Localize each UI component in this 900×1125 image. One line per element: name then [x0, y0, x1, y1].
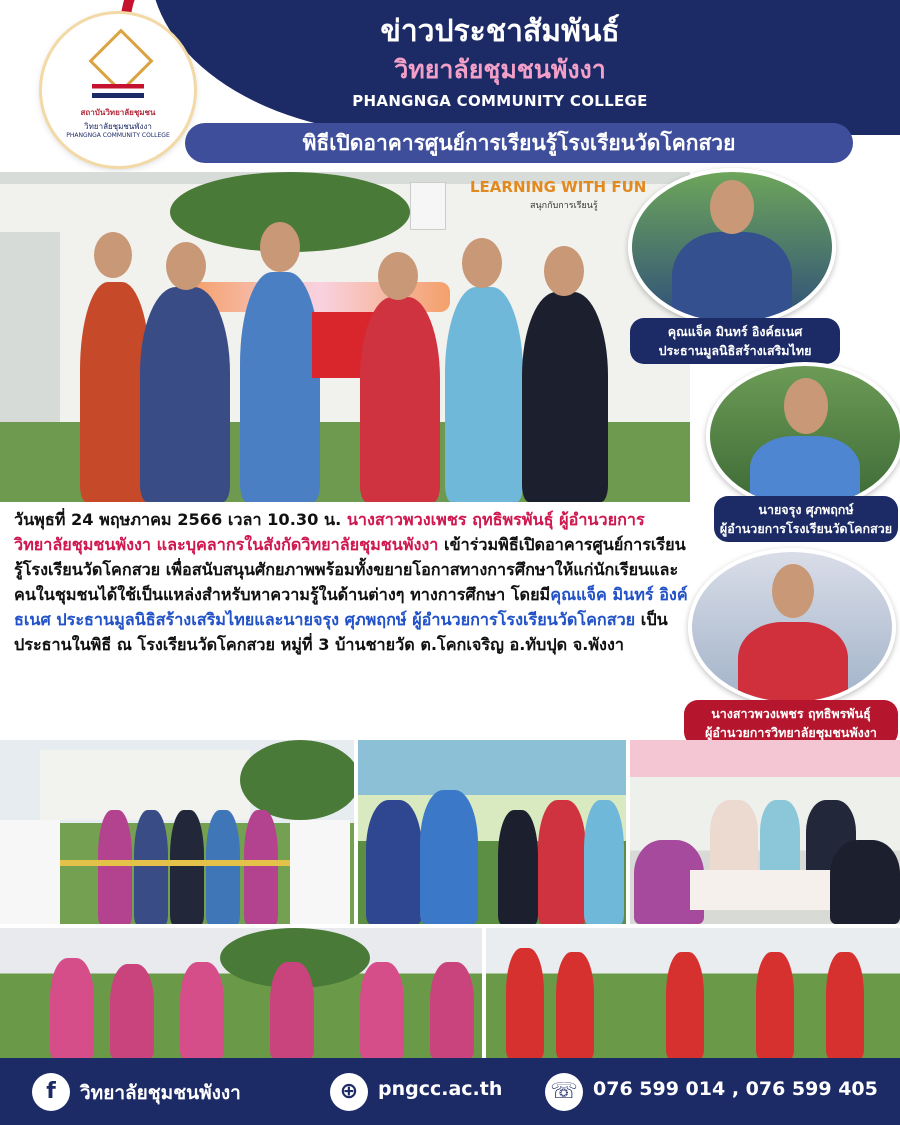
logo-line3: PHANGNGA COMMUNITY COLLEGE [66, 132, 170, 139]
person [445, 287, 523, 502]
dancer [826, 952, 864, 1058]
person-head [378, 252, 418, 300]
person [584, 800, 624, 924]
dancer [360, 962, 404, 1058]
caption-title: ผู้อำนวยการโรงเรียนวัดโคกสวย [719, 521, 893, 536]
person [140, 287, 230, 502]
dancer [110, 964, 154, 1058]
college-name-english: PHANGNGA COMMUNITY COLLEGE [352, 92, 648, 110]
person [522, 292, 608, 502]
person [672, 232, 792, 326]
dancer [430, 962, 474, 1058]
person [360, 297, 440, 502]
table [690, 870, 840, 910]
article-date: วันพุธที่ 24 พฤษภาคม 2566 เวลา 10.30 น. [14, 510, 347, 529]
facebook-page-link[interactable]: วิทยาลัยชุมชนพังงา [80, 1082, 241, 1104]
person-head [94, 232, 132, 278]
person-head [166, 242, 206, 290]
dancer [270, 962, 314, 1058]
article-highlight-director: นางสาวพวงเพชร ฤทธิพรพันธุ์ ผู้อำนวยการวิทยาลัยชุมชนพังงา และบุคลากรในสังกัดวิทยาลัยชุมชนพังงา [14, 510, 645, 554]
globe-icon[interactable]: ⊕ [330, 1073, 368, 1111]
portrait-caption-2 [714, 496, 898, 542]
article-location: เป็นประธานในพิธี ณ โรงเรียนวัดโคกสวย หมู่ที่ 3 บ้านชายวัด ต.โคกเจริญ อ.ทับปุด จ.พังงา [14, 610, 668, 654]
person [760, 800, 800, 880]
building-pillar [0, 232, 60, 422]
portrait-caption-1 [630, 318, 840, 364]
person [538, 800, 586, 924]
person-head [462, 238, 502, 288]
college-name: วิทยาลัยชุมชนพังงา [394, 55, 606, 84]
person-head [544, 246, 584, 296]
flower-stand [0, 820, 60, 924]
dancer [666, 952, 704, 1058]
sign-title: LEARNING WITH FUN [470, 178, 647, 196]
greeting-photo [358, 740, 626, 924]
person-head [784, 378, 828, 434]
phone-icon[interactable]: ☏ [545, 1073, 583, 1111]
dancer [180, 962, 224, 1058]
sign-subtitle: สนุกกับการเรียนรู้ [530, 201, 598, 211]
ribbon [60, 860, 290, 866]
tree [240, 740, 354, 820]
person [830, 840, 900, 924]
article-highlight-chairs: คุณแจ็ค มินทร์ อิงค์ธเนศ ประธานมูลนิธิสร้างเสริมไทยและนายจรุง ศุภพฤกษ์ ผู้อำนวยการโรงเรียนวัดโคกสวย [14, 585, 688, 629]
logo-emblem [58, 28, 178, 152]
dance-photo-1 [0, 928, 482, 1058]
page-title: ข่าวประชาสัมพันธ์ [380, 14, 620, 49]
person [420, 790, 478, 924]
ribbon-cutting-photo [0, 740, 354, 924]
caption-title: ประธานมูลนิธิสร้างเสริมไทย [658, 343, 812, 358]
phone-numbers[interactable]: 076 599 014 , 076 599 405 [593, 1078, 878, 1100]
caption-name: นางสาวพวงเพชร ฤทธิพรพันธุ์ [711, 706, 871, 721]
dancer [50, 958, 94, 1058]
portrait-photo-3 [688, 548, 896, 706]
website-link[interactable]: pngcc.ac.th [378, 1078, 503, 1100]
article-text [14, 507, 694, 657]
caption-title: ผู้อำนวยการวิทยาลัยชุมชนพังงา [705, 725, 877, 740]
dancer [556, 952, 594, 1058]
school-emblem-icon [410, 182, 446, 230]
facebook-icon[interactable]: f [32, 1073, 70, 1111]
person [240, 272, 320, 502]
person [498, 810, 538, 924]
dance-photo-2 [486, 928, 900, 1058]
person [206, 810, 240, 924]
dancer [756, 952, 794, 1058]
thai-flag-icon [92, 84, 144, 98]
logo-line1: สถาบันวิทยาลัยชุมชน [80, 108, 156, 117]
person [738, 622, 848, 706]
person [710, 800, 758, 880]
caption-name: คุณแจ็ค มินทร์ อิงค์ธเนศ [667, 324, 803, 339]
logo-line2: วิทยาลัยชุมชนพังงา [84, 122, 152, 131]
article-body: เข้าร่วมพิธีเปิดอาคารศูนย์การเรียนรู้โรงเรียนวัดโคกสวย เพื่อสนับสนุนศักยภาพพร้อมทั้งขยายโอกาสทางการศึกษาให้แก่นักเรียนและคนในชุมชนได้ใช้เป็นแหล่งสำหรับหาความรู้ในด้านต่างๆ ทางการศึกษา โดยมี [14, 535, 686, 604]
portrait-photo-2 [706, 362, 900, 510]
portrait-photo-1 [628, 168, 836, 326]
meeting-photo [630, 740, 900, 924]
flower-stand [290, 820, 350, 924]
person [170, 810, 204, 924]
person-head [772, 564, 814, 618]
person [244, 810, 278, 924]
event-title-banner: พิธีเปิดอาคารศูนย์การเรียนรู้โรงเรียนวัดโคกสวย [185, 123, 853, 163]
person-head [710, 180, 754, 234]
person [134, 810, 168, 924]
person-head [260, 222, 300, 272]
footer [0, 1058, 900, 1125]
person [98, 810, 132, 924]
college-logo [42, 14, 194, 166]
dancer [506, 948, 544, 1058]
main-group-photo [0, 172, 690, 502]
person [366, 800, 422, 924]
caption-name: นายจรุง ศุภพฤกษ์ [758, 502, 854, 517]
